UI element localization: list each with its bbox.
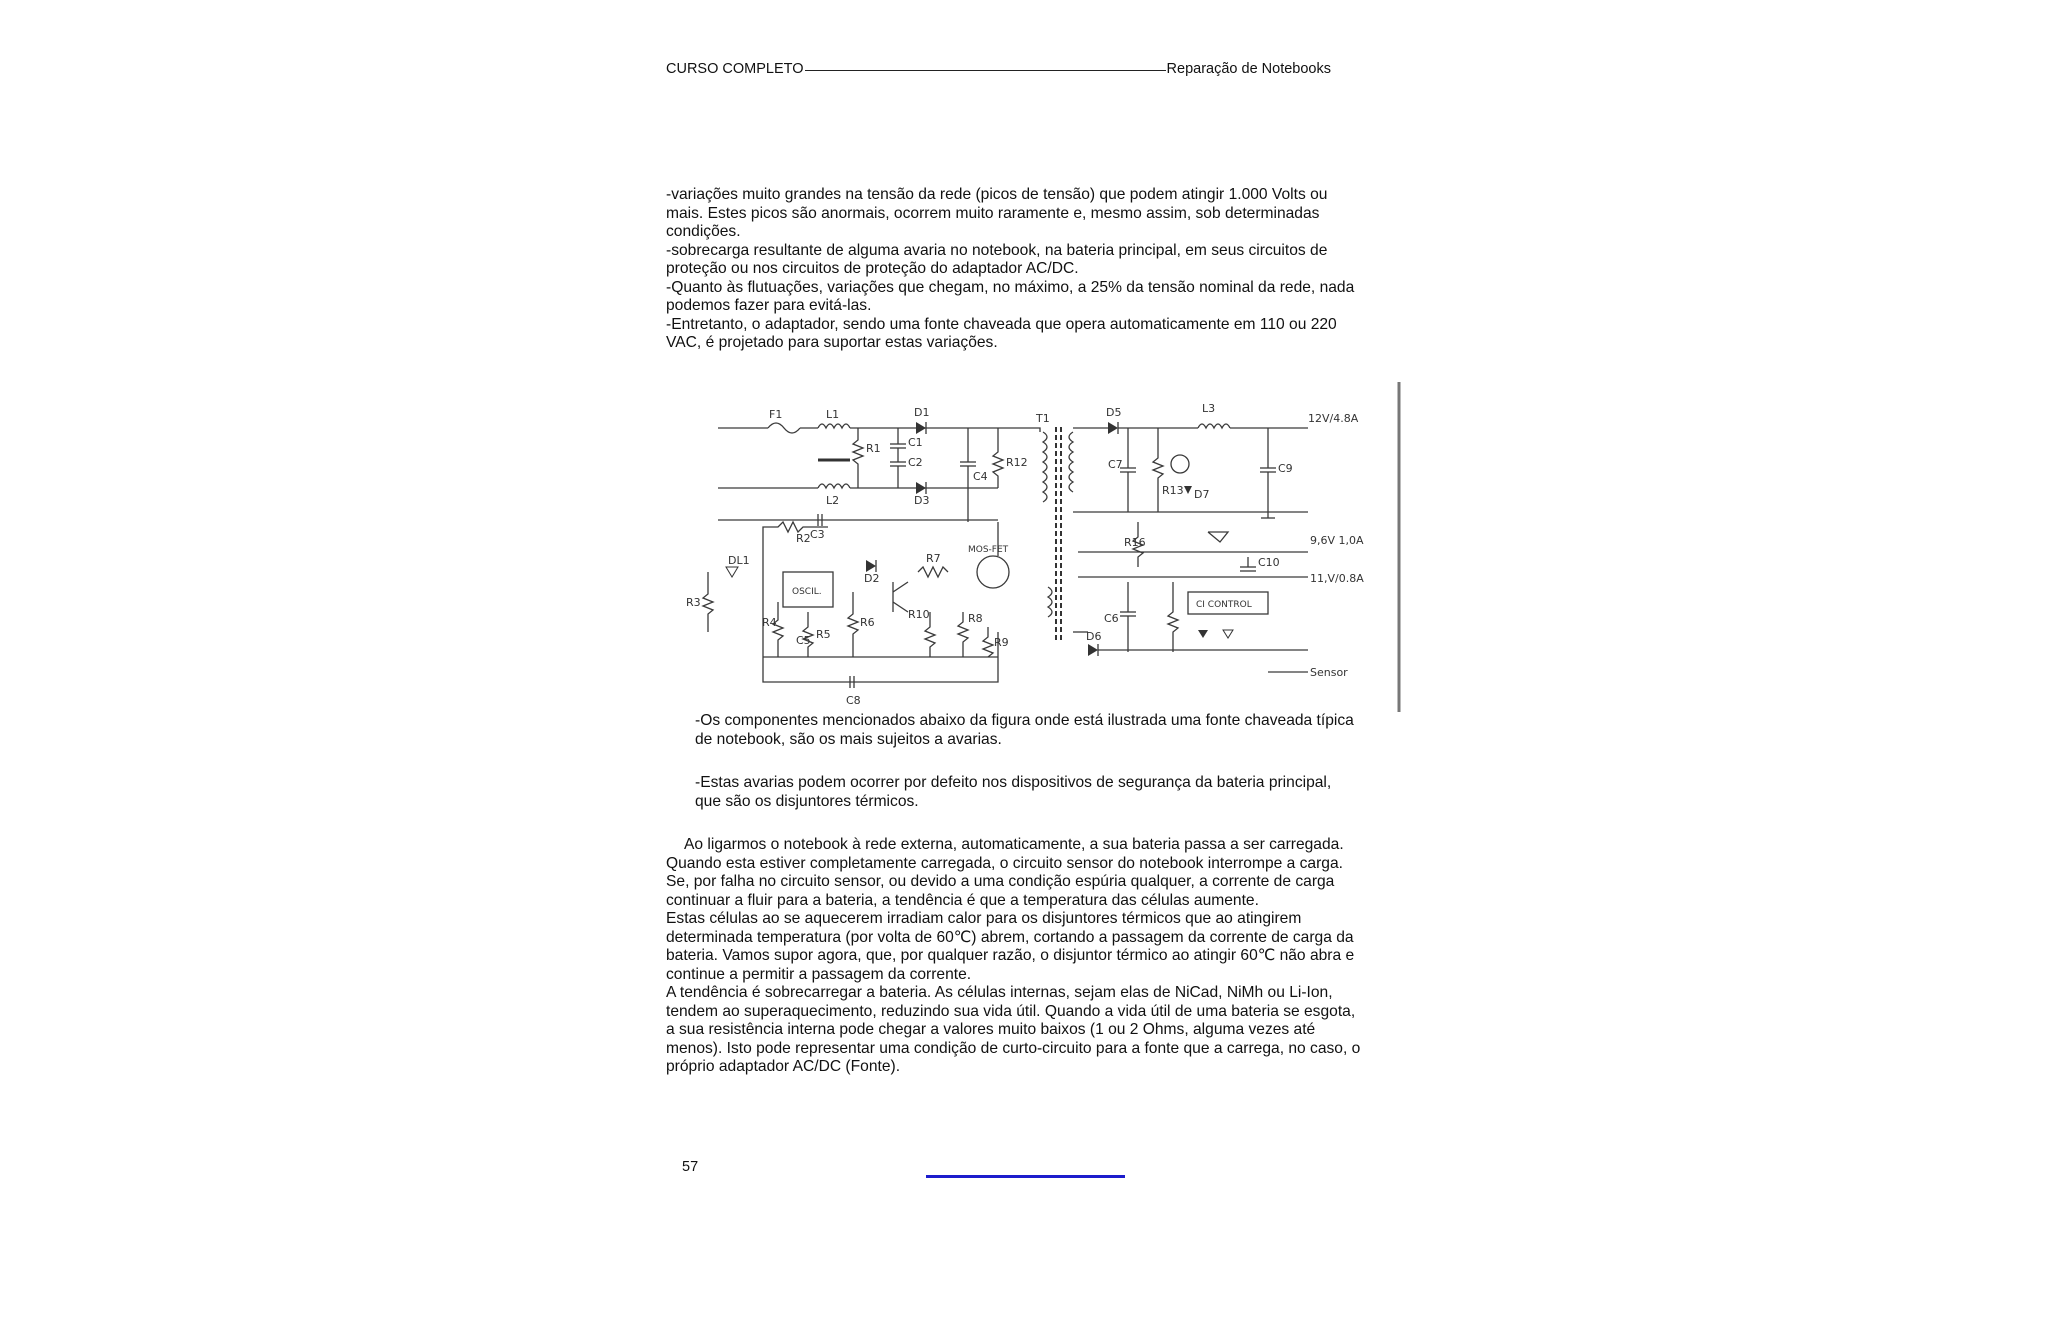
label-r8: R8 bbox=[968, 612, 983, 625]
label-c3: C3 bbox=[810, 528, 825, 541]
transistor-driver-collector bbox=[893, 582, 908, 592]
page-header bbox=[666, 61, 1331, 77]
resistor-r7 bbox=[918, 567, 948, 577]
label-r2: R2 bbox=[796, 532, 811, 545]
fuse-f1 bbox=[768, 423, 800, 433]
label-d7: D7 bbox=[1194, 488, 1210, 501]
label-mosfet: MOS-FET bbox=[968, 545, 1009, 555]
photodiode-ci bbox=[1223, 630, 1233, 638]
resistor-r12 bbox=[993, 428, 1003, 488]
led-dl1 bbox=[726, 567, 738, 577]
wire bbox=[998, 428, 1040, 432]
label-d2: D2 bbox=[864, 572, 880, 585]
label-r5: R5 bbox=[816, 628, 831, 641]
header-subject-title: Reparação de Notebooks bbox=[1166, 61, 1331, 77]
intro-paragraph: -variações muito grandes na tensão da rede (picos de tensão) que podem atingir 1.000 Volts ou mais. Estes picos são anormais, ocorrem muito raramente e, mesmo assim, sob determinadas condições. bbox=[666, 186, 1328, 240]
body-text bbox=[666, 836, 1366, 1077]
label-c5: C5 bbox=[796, 634, 811, 647]
note-text: -Estas avarias podem ocorrer por defeito nos dispositivos de segurança da bateria principal, que são os disjuntores térmicos. bbox=[695, 774, 1332, 810]
label-output-12v: 12V/4.8A bbox=[1308, 412, 1359, 425]
diode-d1 bbox=[916, 422, 926, 434]
label-r3: R3 bbox=[686, 596, 701, 609]
label-output-9v: 9,6V 1,0A bbox=[1310, 534, 1364, 547]
diode-d3 bbox=[916, 482, 926, 494]
intro-paragraph: -Quanto às flutuações, variações que chegam, no máximo, a 25% da tensão nominal da rede, nada podemos fazer para evitá-las. bbox=[666, 278, 1355, 314]
diode-led-ci bbox=[1198, 630, 1208, 638]
transistor-regulator bbox=[1208, 532, 1228, 542]
circuit-diagram-figure bbox=[668, 382, 1402, 712]
diode-d7 bbox=[1184, 486, 1192, 494]
diode-d5 bbox=[1108, 422, 1118, 434]
label-r13: R13 bbox=[1162, 484, 1184, 497]
label-r1: R1 bbox=[866, 442, 881, 455]
label-d5: D5 bbox=[1106, 406, 1122, 419]
transformer-aux-winding bbox=[1048, 587, 1052, 617]
switching-power-supply-schematic bbox=[668, 382, 1402, 712]
label-c10: C10 bbox=[1258, 556, 1280, 569]
inductor-l1 bbox=[818, 424, 850, 428]
diode-d6 bbox=[1088, 644, 1098, 656]
resistor-r1 bbox=[853, 428, 863, 488]
header-rule bbox=[805, 70, 1166, 71]
label-d1: D1 bbox=[914, 406, 930, 419]
led-indicator bbox=[1171, 455, 1189, 473]
label-r7: R7 bbox=[926, 552, 941, 565]
resistor-r6 bbox=[848, 592, 858, 657]
label-c2: C2 bbox=[908, 456, 923, 469]
intro-text bbox=[666, 186, 1366, 353]
label-sensor: Sensor bbox=[1310, 666, 1348, 679]
inductor-l3 bbox=[1198, 424, 1230, 428]
label-c9: C9 bbox=[1278, 462, 1293, 475]
label-l1: L1 bbox=[826, 408, 840, 421]
mosfet-transistor bbox=[977, 556, 1009, 588]
resistor-r9 bbox=[983, 627, 993, 657]
page-number: 57 bbox=[682, 1159, 699, 1175]
resistor-r13 bbox=[1153, 428, 1163, 512]
label-c8: C8 bbox=[846, 694, 861, 707]
label-c4: C4 bbox=[973, 470, 988, 483]
header-course-title: CURSO COMPLETO bbox=[666, 61, 804, 77]
label-oscillator: OSCIL. bbox=[792, 587, 822, 597]
figure-note bbox=[695, 712, 1355, 749]
footer-link-bar[interactable] bbox=[926, 1175, 1125, 1178]
label-l3: L3 bbox=[1202, 402, 1216, 415]
diode-d2 bbox=[866, 560, 876, 572]
resistor-r-sense bbox=[1168, 582, 1178, 652]
body-paragraph: Estas células ao se aquecerem irradiam calor para os disjuntores térmicos que ao atingirem determinada temperatura (por volta de 60℃) abrem, cortando a passagem da corrente de carga da bateria. Vamos supor agora, que, por qualquer razão, o disjuntor térmico ao atingir 60℃ não abra e continue a permitir a passagem da corrente. bbox=[666, 910, 1355, 983]
figure-note bbox=[695, 774, 1355, 811]
label-r16: R16 bbox=[1124, 536, 1146, 549]
inductor-l2 bbox=[818, 484, 850, 488]
resistor-r4 bbox=[773, 602, 783, 657]
resistor-r8 bbox=[958, 612, 968, 657]
intro-paragraph: -sobrecarga resultante de alguma avaria no notebook, na bateria principal, em seus circuitos de proteção ou nos circuitos de proteção do adaptador AC/DC. bbox=[666, 241, 1328, 277]
resistor-r3 bbox=[703, 572, 713, 632]
body-paragraph: Ao ligarmos o notebook à rede externa, automaticamente, a sua bateria passa a ser carregada. Quando esta estiver completamente carregada, o circuito sensor do notebook interrompe a carga. Se, por falha no circuito sensor, ou devido a uma condição espúria qualquer, a corrente de carga continuar a fluir para a bateria, a tendência é que a temperatura das células aumente. bbox=[666, 836, 1344, 909]
label-r6: R6 bbox=[860, 616, 875, 629]
label-r4: R4 bbox=[762, 616, 777, 629]
label-c1: C1 bbox=[908, 436, 923, 449]
transformer-t1-primary bbox=[1043, 432, 1047, 502]
label-f1: F1 bbox=[769, 408, 783, 421]
transformer-t1-secondary bbox=[1069, 432, 1073, 492]
label-c6: C6 bbox=[1104, 612, 1119, 625]
transistor-driver-emitter bbox=[893, 602, 908, 612]
note-text: -Os componentes mencionados abaixo da figura onde está ilustrada uma fonte chaveada típica de notebook, são os mais sujeitos a avarias. bbox=[695, 712, 1354, 748]
label-r12: R12 bbox=[1006, 456, 1028, 469]
label-d3: D3 bbox=[914, 494, 930, 507]
label-d6: D6 bbox=[1086, 630, 1102, 643]
label-ci-control: CI CONTROL bbox=[1196, 600, 1252, 610]
label-c7: C7 bbox=[1108, 458, 1123, 471]
label-l2: L2 bbox=[826, 494, 840, 507]
body-paragraph: A tendência é sobrecarregar a bateria. As células internas, sejam elas de NiCad, NiMh ou Li-Ion, tendem ao superaquecimento, reduzindo sua vida útil. Quando a vida útil de uma bateria se esgota, a sua resistência interna pode chegar a valores muito baixos (1 ou 2 Ohms, alguma vezes até menos). Isto pode representar uma condição de curto-circuito para a fonte que a carrega, no caso, o próprio adaptador AC/DC (Fonte). bbox=[666, 984, 1361, 1075]
intro-paragraph: -Entretanto, o adaptador, sendo uma fonte chaveada que opera automaticamente em 110 ou 220 VAC, é projetado para suportar estas variações. bbox=[666, 315, 1337, 351]
label-output-11v: 11,V/0.8A bbox=[1310, 572, 1364, 585]
label-r10: R10 bbox=[908, 608, 930, 621]
label-dl1: DL1 bbox=[728, 554, 750, 567]
label-r9: R9 bbox=[994, 636, 1009, 649]
label-t1: T1 bbox=[1036, 412, 1050, 425]
